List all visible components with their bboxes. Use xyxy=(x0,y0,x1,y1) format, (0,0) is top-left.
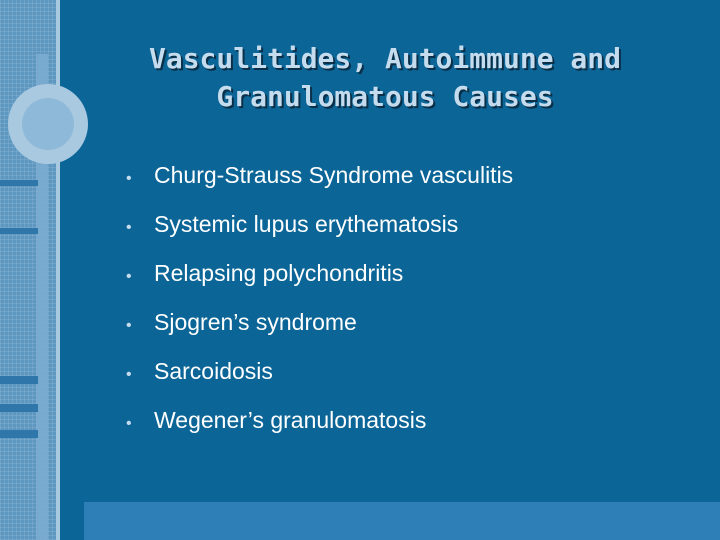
bullet-item xyxy=(126,309,513,358)
bullet-item xyxy=(126,407,513,456)
bullet-dot: • xyxy=(126,170,132,187)
bullet-item xyxy=(126,211,513,260)
decorative-circle-inner xyxy=(22,98,74,150)
strip-bar xyxy=(0,404,38,412)
strip-edge-line xyxy=(56,0,60,540)
bullet-item xyxy=(126,358,513,407)
bullet-text: Systemic lupus erythematosis xyxy=(154,211,459,237)
strip-bar xyxy=(0,228,38,234)
bottom-band xyxy=(84,502,720,540)
bullet-item xyxy=(126,162,513,211)
strip-bar xyxy=(0,376,38,384)
title-line-2: Granulomatous Causes xyxy=(216,80,554,113)
bullet-dot: • xyxy=(126,415,132,432)
bullet-dot: • xyxy=(126,317,132,334)
strip-bar xyxy=(0,430,38,438)
bullet-list xyxy=(126,162,513,456)
bullet-dot: • xyxy=(126,268,132,285)
left-decorative-strip xyxy=(0,0,60,540)
bullet-dot: • xyxy=(126,219,132,236)
bullet-text: Sarcoidosis xyxy=(154,358,273,384)
bullet-text: Sjogren’s syndrome xyxy=(154,309,357,335)
title-line-1: Vasculitides, Autoimmune and xyxy=(148,42,621,75)
bullet-dot: • xyxy=(126,366,132,383)
bullet-text: Relapsing polychondritis xyxy=(154,260,404,286)
bullet-text: Churg-Strauss Syndrome vasculitis xyxy=(154,162,514,188)
bullet-item xyxy=(126,260,513,309)
slide-title xyxy=(100,40,670,116)
strip-bar xyxy=(0,180,38,186)
bullet-text: Wegener’s granulomatosis xyxy=(154,407,427,433)
